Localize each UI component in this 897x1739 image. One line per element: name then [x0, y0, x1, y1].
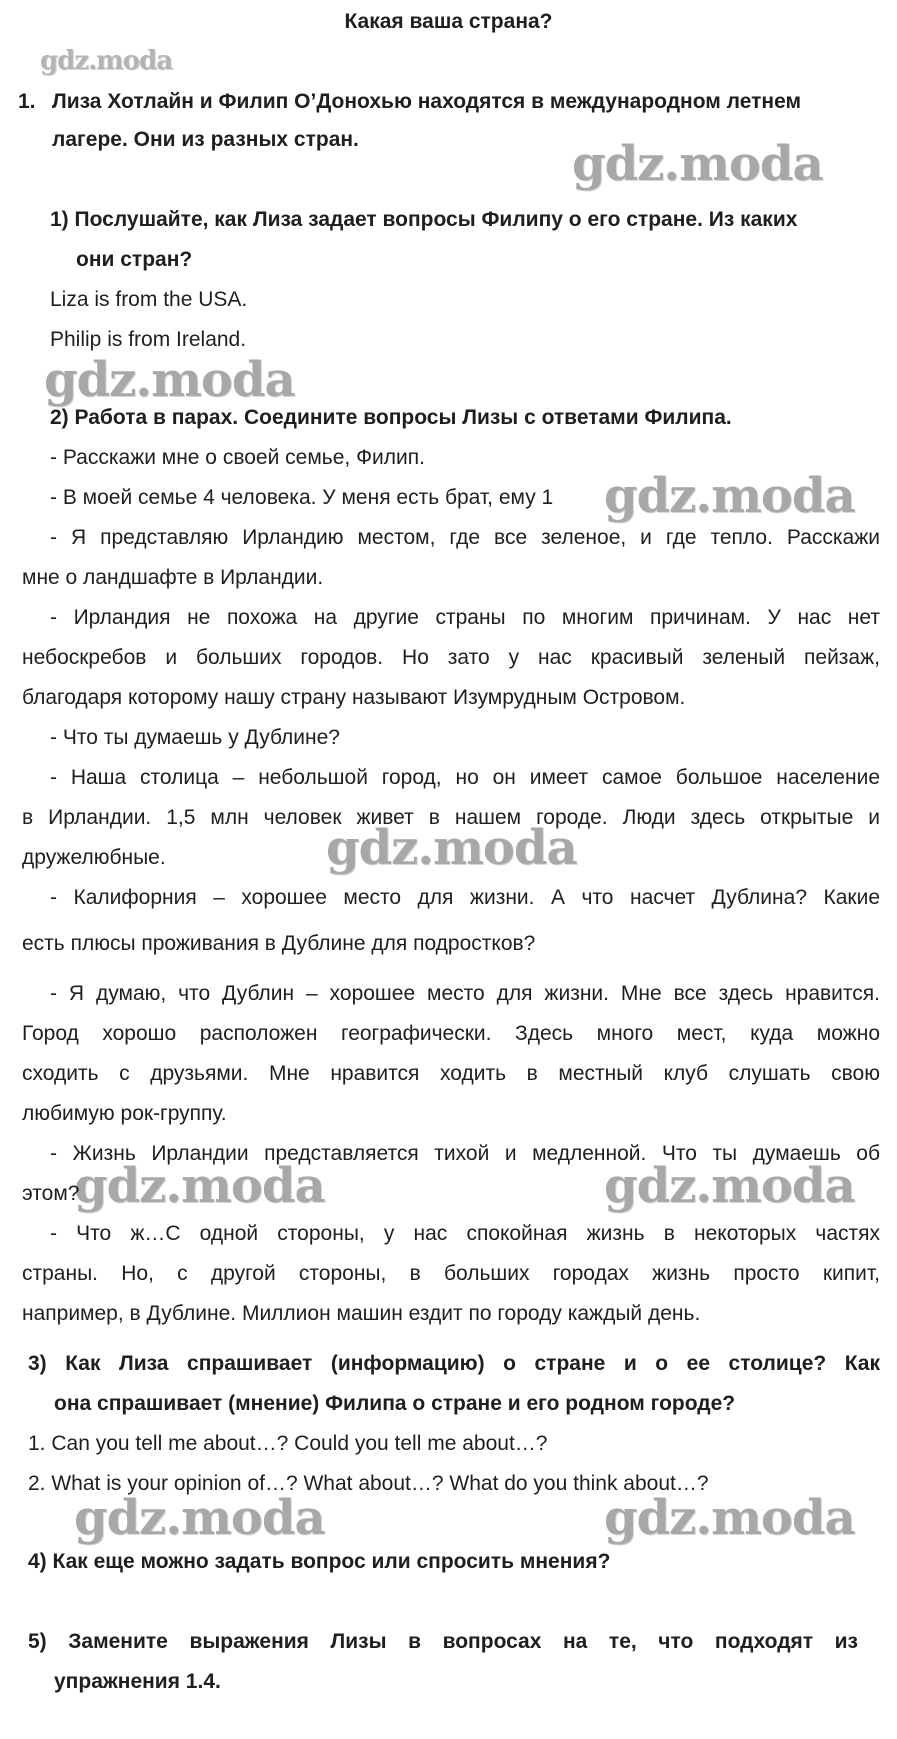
answer-text: 2. What is your opinion of…? What about…? What do you think about…?: [28, 1472, 709, 1495]
dialogue-line: сходить с друзьями. Мне нравится ходить в местный клуб слушать свою: [22, 1062, 880, 1085]
question-1-heading: они стран?: [76, 248, 193, 271]
dialogue-line: - Калифорния – хорошее место для жизни. А что насчет Дублина? Какие: [50, 886, 880, 909]
dialogue-line: благодаря которому нашу страну называют Изумрудным Островом.: [22, 686, 686, 709]
dialogue-line: например, в Дублине. Миллион машин ездит по городу каждый день.: [22, 1302, 701, 1325]
question-2-heading: 2) Работа в парах. Соедините вопросы Лизы с ответами Филипа.: [50, 406, 732, 429]
dialogue-line: - Что ты думаешь у Дублине?: [50, 726, 340, 749]
question-4-heading: 4) Как еще можно задать вопрос или спросить мнения?: [28, 1550, 611, 1573]
dialogue-line: в Ирландии. 1,5 млн человек живет в нашем городе. Люди здесь открытые и: [22, 806, 880, 829]
question-3-heading: она спрашивает (мнение) Филипа о стране и его родном городе?: [54, 1392, 736, 1415]
dialogue-line: любимую рок-группу.: [22, 1102, 227, 1125]
watermark: gdz.moda: [74, 1490, 325, 1546]
question-3-heading: 3) Как Лиза спрашивает (информацию) о стране и о ее столице? Как: [28, 1352, 880, 1375]
question-5-heading: упражнения 1.4.: [54, 1670, 221, 1693]
answer-text: Philip is from Ireland.: [50, 328, 247, 351]
dialogue-line: - Ирландия не похожа на другие страны по многим причинам. У нас нет: [50, 606, 880, 629]
watermark: gdz.moda: [604, 1490, 855, 1546]
answer-text: 1. Can you tell me about…? Could you tell me about…?: [28, 1432, 548, 1455]
dialogue-line: - Я думаю, что Дублин – хорошее место для жизни. Мне все здесь нравится.: [50, 982, 880, 1005]
dialogue-line: - Я представляю Ирландию местом, где все зеленое, и где тепло. Расскажи: [50, 526, 880, 549]
dialogue-line: - В моей семье 4 человека. У меня есть брат, ему 1: [50, 486, 554, 509]
dialogue-line: небоскребов и больших городов. Но зато у нас красивый зеленый пейзаж,: [22, 646, 880, 669]
dialogue-line: дружелюбные.: [22, 846, 166, 869]
dialogue-line: есть плюсы проживания в Дублине для подростков?: [22, 932, 536, 955]
watermark: gdz.moda: [604, 1158, 855, 1214]
dialogue-line: мне о ландшафте в Ирландии.: [22, 566, 324, 589]
watermark: gdz.moda: [40, 46, 173, 76]
task-text: лагере. Они из разных стран.: [52, 128, 359, 151]
task-number: 1.: [18, 90, 36, 113]
task-text: Лиза Хотлайн и Филип О’Донохью находятся в международном летнем: [52, 90, 802, 113]
page-title: Какая ваша страна?: [344, 10, 553, 33]
dialogue-line: страны. Но, с другой стороны, в больших городах жизнь просто кипит,: [22, 1262, 880, 1285]
watermark: gdz.moda: [572, 136, 823, 192]
dialogue-line: - Что ж…С одной стороны, у нас спокойная жизнь в некоторых частях: [50, 1222, 880, 1245]
answer-text: Liza is from the USA.: [50, 288, 248, 311]
dialogue-line: - Наша столица – небольшой город, но он имеет самое большое население: [50, 766, 880, 789]
dialogue-line: Город хорошо расположен географически. Здесь много мест, куда можно: [22, 1022, 880, 1045]
watermark: gdz.moda: [604, 468, 855, 524]
question-5-heading: 5) Замените выражения Лизы в вопросах на те, что подходят из: [28, 1630, 858, 1653]
watermark: gdz.moda: [74, 1158, 325, 1214]
watermark: gdz.moda: [326, 820, 577, 876]
dialogue-line: этом?: [22, 1182, 80, 1205]
dialogue-line: - Расскажи мне о своей семье, Филип.: [50, 446, 425, 469]
dialogue-line: - Жизнь Ирландии представляется тихой и медленной. Что ты думаешь об: [50, 1142, 880, 1165]
watermark: gdz.moda: [44, 352, 295, 408]
question-1-heading: 1) Послушайте, как Лиза задает вопросы Филипу о его стране. Из каких: [50, 208, 798, 231]
